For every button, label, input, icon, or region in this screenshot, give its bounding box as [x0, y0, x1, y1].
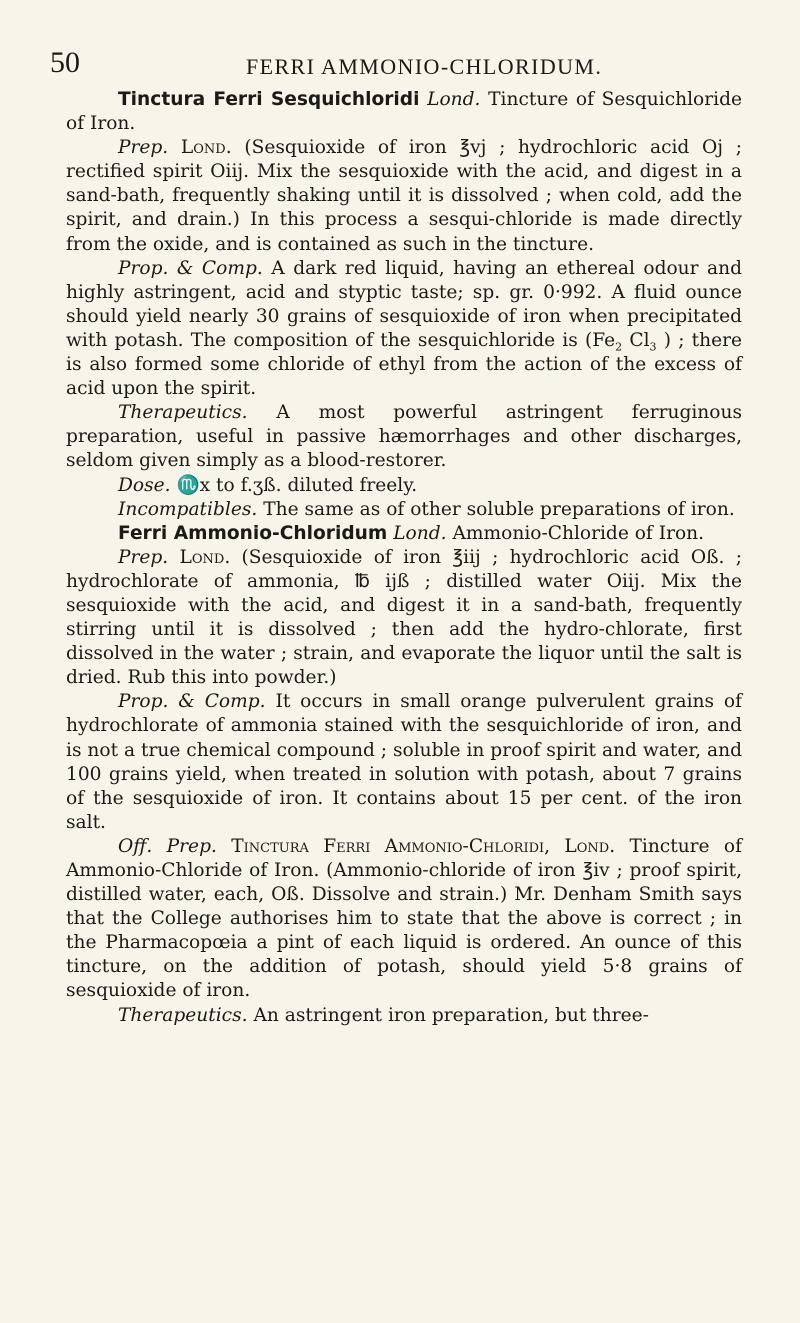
official-prep-name: Tinctura Ferri Ammonio-Chloridi,	[231, 835, 551, 857]
section-label: Dose.	[118, 474, 171, 496]
pharmacopoeia-ref: Lond.	[427, 89, 481, 110]
dose-paragraph	[66, 474, 742, 498]
dose-text: ♏x to f.ʒß. diluted freely.	[176, 474, 418, 496]
entry-tinctura-heading	[66, 88, 742, 136]
entry-english-name: Tincture of Sesquichloride of Iron.	[66, 89, 742, 135]
section-label: Therapeutics.	[118, 1004, 248, 1026]
formula-text: Cl	[622, 329, 650, 351]
prep-paragraph	[66, 546, 742, 691]
running-title: FERRI AMMONIO-CHLORIDUM.	[246, 54, 603, 79]
therapeutics-paragraph	[66, 1004, 742, 1028]
prop-text: It occurs in small orange pulverulent grains of hydrochlorate of ammonia stained with the sesquichloride of iron, and is not a true chemical compound ; soluble in proof spirit and water, and 100 grains yield, when treated in solution with potash, about 7 grains of the sesquioxide of iron. It contains about 15 per cent. of the iron salt.	[66, 691, 742, 833]
formula-subscript: 3	[649, 340, 657, 354]
pharmacopoeia-ref: Lond.	[179, 546, 231, 568]
section-label: Prop. & Comp.	[118, 691, 266, 713]
section-label: Prep.	[118, 546, 169, 568]
prop-paragraph	[66, 257, 742, 402]
prop-paragraph	[66, 690, 742, 835]
official-prep-paragraph	[66, 835, 742, 1004]
therapeutics-paragraph	[66, 401, 742, 473]
incompatibles-text: The same as of other soluble preparations of iron.	[263, 498, 735, 520]
entry-title: Tinctura Ferri Sesquichloridi	[118, 89, 420, 110]
section-label: Prop. & Comp.	[118, 257, 263, 279]
section-label: Incompatibles.	[118, 498, 258, 520]
entry-title: Ferri Ammonio-Chloridum	[118, 522, 388, 544]
pharmacopoeia-ref: Lond.	[180, 137, 232, 159]
pharmacopoeia-ref: Lond.	[393, 522, 447, 544]
official-prep-text: Tincture of Ammonio-Chloride of Iron. (Ammonio-chloride of iron ℥iv ; proof spirit, distilled water, each, Oß. Dissolve and strain.) Mr. Denham Smith says that the College authorises him to state that the above is correct ; in the Pharmacopœia a pint of each liquid is ordered. An ounce of this tincture, on the addition of potash, should yield 5·8 grains of sesquioxide of iron.	[66, 835, 742, 1002]
therapeutics-text: An astringent iron preparation, but three-	[253, 1004, 649, 1026]
entry-english-name: Ammonio-Chloride of Iron.	[452, 522, 705, 544]
incompatibles-paragraph	[66, 498, 742, 522]
prep-text: (Sesquioxide of iron ℥vj ; hydrochloric acid Oj ; rectified spirit Oiij. Mix the sesquioxide with the acid, and digest in a sand-bath, frequently shaking until it is dissolved ; when cold, add the spirit, and drain.) In this process a sesqui-chloride is made directly from the oxide, and is contained as such in the tincture.	[66, 137, 742, 255]
prep-paragraph	[66, 136, 742, 256]
section-label: Off. Prep.	[118, 835, 217, 857]
prop-text: A dark red liquid, having an ethereal odour and highly astringent, acid and styptic taste; sp. gr. 0·992. A fluid ounce should yield nearly 30 grains of sesquioxide of iron when precipitated with potash. The composition of the sesquichloride is (Fe	[66, 257, 742, 351]
formula-subscript: 2	[615, 340, 623, 354]
section-label: Prep.	[118, 137, 169, 159]
prop-text-cont: ) ; there is also formed some chloride of ethyl from the action of the excess of acid upon the spirit.	[66, 329, 743, 400]
section-label: Therapeutics.	[118, 402, 248, 424]
pharmacopoeia-ref: Lond.	[564, 835, 616, 857]
page-number: 50	[50, 46, 80, 79]
prep-text: (Sesquioxide of iron ℥iij ; hydrochloric acid Oß. ; hydrochlorate of ammonia, ℔ ijß ; distilled water Oiij. Mix the sesquioxide with the acid, and digest it in a sand-bath, frequently stirring until it is dissolved ; then add the hydro-chlorate, first dissolved in the water ; strain, and evaporate the liquor until the salt is dried. Rub this into powder.)	[66, 546, 742, 689]
entry-ammonio-heading	[66, 522, 742, 546]
therapeutics-text: A most powerful astringent ferruginous preparation, useful in passive hæmorrhages and other discharges, seldom given simply as a blood-restorer.	[66, 402, 742, 472]
body-text	[66, 88, 742, 1028]
